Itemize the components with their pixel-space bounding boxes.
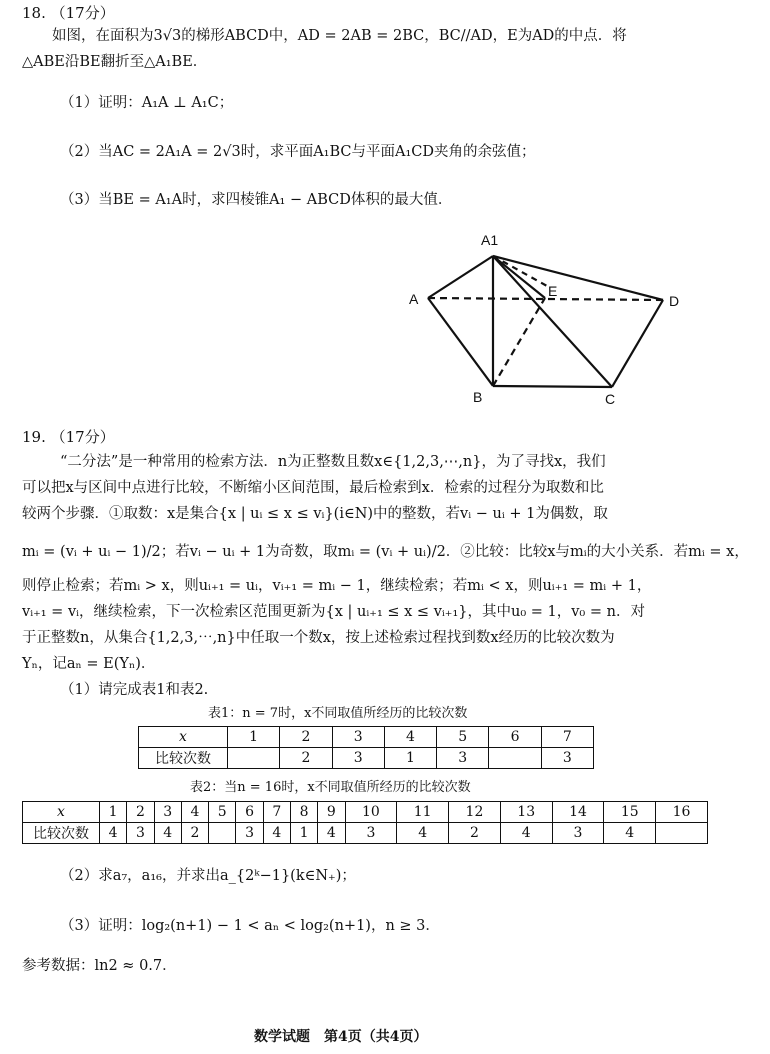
edge-a1-c [493, 256, 612, 387]
table1-count: 3 [332, 748, 384, 769]
table2-count [656, 823, 708, 844]
table2-x: 8 [290, 802, 317, 823]
table2-x: 11 [397, 802, 449, 823]
table2-x: 2 [127, 802, 154, 823]
table2-count: 4 [500, 823, 552, 844]
page-footer: 数学试题 第4页（共4页） [254, 1029, 428, 1045]
edge-a1-e-dashed [493, 256, 547, 286]
q19-line-3: mᵢ = (vᵢ + uᵢ − 1)/2；若vᵢ − uᵢ + 1为奇数，取mᵢ = (vᵢ + uᵢ)/2．②比较：比较x与mᵢ的大小关系．若mᵢ = x， [22, 544, 749, 560]
q19-line-5: vᵢ₊₁ = vᵢ，继续检索，下一次检索区范围更新为{x | uᵢ₊₁ ≤ x ≤ vᵢ₊₁}，其中u₀ = 1，v₀ = n．对 [22, 604, 645, 620]
edge-b-e-dashed [493, 298, 545, 386]
table1-count: 1 [384, 748, 436, 769]
table2-count: 3 [345, 823, 397, 844]
table2-header-x: x [23, 802, 100, 823]
edge-c-d [612, 300, 663, 387]
q19-part2: （2）求a₇，a₁₆，并求出a_{2ᵏ−1}(k∈N₊)； [60, 868, 356, 884]
table1-x: 2 [280, 727, 332, 748]
label-a1: A1 [481, 232, 499, 248]
edge-a-b [428, 298, 493, 386]
table1-x: 6 [489, 727, 541, 748]
table1-row-count [139, 748, 594, 769]
label-b: B [473, 389, 483, 405]
table1-caption: 表1：n = 7时，x不同取值所经历的比较次数 [208, 706, 468, 721]
label-d: D [669, 293, 680, 309]
label-e: E [548, 283, 558, 299]
q19-line-7: Yₙ，记aₙ = E(Yₙ)． [22, 656, 156, 672]
q19-reference: 参考数据：ln2 ≈ 0.7． [22, 958, 177, 974]
table1-count [489, 748, 541, 769]
q19-line-0: “二分法”是一种常用的检索方法．n为正整数且数x∈{1,2,3,⋯,n}，为了寻找x，我们 [60, 454, 606, 470]
table2-count: 3 [236, 823, 263, 844]
table2-x: 15 [604, 802, 656, 823]
table2-count: 3 [552, 823, 604, 844]
table1-x: 4 [384, 727, 436, 748]
table2-x: 4 [181, 802, 208, 823]
q19-line-6: 于正整数n，从集合{1,2,3,⋯,n}中任取一个数x，按上述检索过程找到数x经历的比较次数为 [22, 630, 615, 646]
table2-count: 4 [154, 823, 181, 844]
table2-x: 16 [656, 802, 708, 823]
q18-part2: （2）当AC = 2A₁A = 2√3时，求平面A₁BC与平面A₁CD夹角的余弦值； [60, 144, 536, 160]
table2-x: 3 [154, 802, 181, 823]
q19-line-4: 则停止检索；若mᵢ > x，则uᵢ₊₁ = uᵢ，vᵢ₊₁ = mᵢ − 1，继续检索；若mᵢ < x，则uᵢ₊₁ = mᵢ + 1， [22, 578, 652, 594]
edge-b-c [493, 386, 612, 387]
table2-count [209, 823, 236, 844]
table1-x: 1 [228, 727, 280, 748]
table2-count: 4 [100, 823, 127, 844]
q19-part1: （1）请完成表1和表2. [60, 682, 209, 698]
q19-line-2: 较两个步骤．①取数：x是集合{x | uᵢ ≤ x ≤ vᵢ}(i∈N)中的整数，若vᵢ − uᵢ + 1为偶数，取 [22, 506, 608, 522]
table2-x: 13 [500, 802, 552, 823]
table1-count [228, 748, 280, 769]
table1-x: 3 [332, 727, 384, 748]
label-a: A [409, 291, 419, 307]
edge-a1-a [428, 256, 493, 298]
table2-x: 5 [209, 802, 236, 823]
q18-part3: （3）当BE = A₁A时，求四棱锥A₁ − ABCD体积的最大值． [60, 192, 453, 208]
q18-part1: （1）证明：A₁A ⊥ A₁C； [60, 95, 234, 111]
label-c: C [605, 391, 616, 407]
table2-count: 4 [263, 823, 290, 844]
table1 [138, 726, 594, 769]
trapezoid-figure [405, 230, 695, 408]
table1-header-x: x [139, 727, 228, 748]
q18-stem-line2: △ABE沿BE翻折至△A₁BE． [22, 54, 208, 70]
table1-count: 3 [541, 748, 593, 769]
table2-row-count [23, 823, 708, 844]
table2-row-x [23, 802, 708, 823]
table2-x: 9 [318, 802, 345, 823]
table1-x: 5 [437, 727, 489, 748]
table2-count: 4 [318, 823, 345, 844]
table2-x: 12 [449, 802, 501, 823]
table2-x: 14 [552, 802, 604, 823]
q18-stem-line1: 如图，在面积为3√3的梯形ABCD中，AD = 2AB = 2BC，BC//AD，E为AD的中点．将 [52, 28, 627, 44]
table2-count: 2 [449, 823, 501, 844]
table2-x: 10 [345, 802, 397, 823]
q19-line-1: 可以把x与区间中点进行比较，不断缩小区间范围，最后检索到x．检索的过程分为取数和比 [22, 480, 604, 496]
table2-x: 7 [263, 802, 290, 823]
table2 [22, 801, 708, 844]
table1-count: 3 [437, 748, 489, 769]
table1-header-count: 比较次数 [139, 748, 228, 769]
q18-header: 18. （17分） [22, 4, 115, 22]
table2-count: 1 [290, 823, 317, 844]
table2-count: 4 [604, 823, 656, 844]
table2-header-count: 比较次数 [23, 823, 100, 844]
table2-x: 6 [236, 802, 263, 823]
table1-count: 2 [280, 748, 332, 769]
table2-count: 3 [127, 823, 154, 844]
q19-part3: （3）证明：log₂(n+1) − 1 < aₙ < log₂(n+1)，n ≥ 3． [60, 918, 440, 934]
table2-x: 1 [100, 802, 127, 823]
q19-header: 19. （17分） [22, 428, 115, 446]
table1-x: 7 [541, 727, 593, 748]
table2-count: 2 [181, 823, 208, 844]
table2-count: 4 [397, 823, 449, 844]
table2-caption: 表2：当n = 16时，x不同取值所经历的比较次数 [190, 780, 471, 795]
table1-row-x [139, 727, 594, 748]
